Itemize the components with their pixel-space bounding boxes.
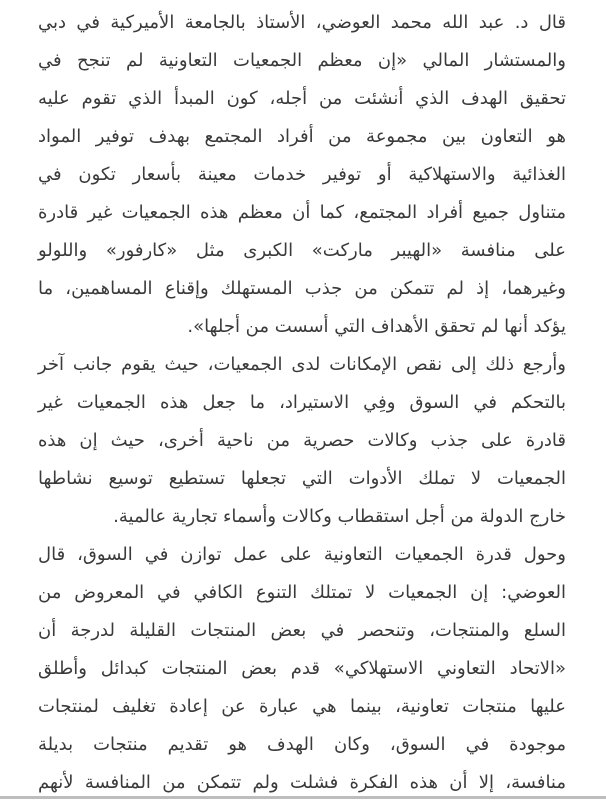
paragraph-1: [38, 4, 566, 346]
paragraph-3: [38, 536, 566, 802]
text-line: عليها منتجات تعاونية، بينما هي عبارة عن إعادة تغليف لمنتجات: [38, 696, 566, 717]
text-line: تحقيق الهدف الذي أنشئت من أجله، كون المبدأ الذي تقوم عليه: [38, 88, 566, 109]
text-line: قال د. عبد الله محمد العوضي، الأستاذ بالجامعة الأميركية في دبي: [38, 12, 566, 33]
text-line: هو التعاون بين مجموعة من أفراد المجتمع بهدف توفير المواد: [38, 126, 566, 147]
text-line: الغذائية والاستهلاكية أو توفير خدمات معينة بأسعار تكون في: [38, 164, 566, 185]
paragraph-2: [38, 346, 566, 536]
text-line: بالتحكم في السوق وفِي الاستيراد، ما جعل هذه الجمعيات غير: [38, 392, 566, 413]
text-line: العوضي: إن الجمعيات لا تمتلك التنوع الكافي في المعروض من: [38, 582, 566, 603]
text-line: منافسة، إلا أن هذه الفكرة فشلت ولم تتمكن من المنافسة لأنهم: [38, 772, 566, 793]
text-line: وحول قدرة الجمعيات التعاونية على عمل توازن في السوق، قال: [38, 544, 566, 565]
text-line: على منافسة «الهيبر ماركت» الكبرى مثل «كارفور» واللولو: [38, 240, 566, 261]
text-line: وأرجع ذلك إلى نقص الإمكانات لدى الجمعيات، حيث يقوم جانب آخر: [38, 354, 566, 375]
text-line: الجمعيات لا تملك الأدوات التي تجعلها تستطيع توسيع نشاطها: [38, 468, 566, 489]
text-line: قادرة على جذب وكالات حصرية من ناحية أخرى، حيث إن هذه: [38, 430, 566, 451]
text-line: «الاتحاد التعاوني الاستهلاكي» قدم بعض المنتجات كبدائل وأطلق: [38, 658, 566, 679]
text-line: السلع والمنتجات، وتنحصر في بعض المنتجات القليلة لدرجة أن: [38, 620, 566, 641]
text-line: موجودة في السوق، وكان الهدف هو تقديم منتجات بديلة: [38, 734, 566, 755]
text-line: والمستشار المالي «إن معظم الجمعيات التعاونية لم تنجح في: [38, 50, 566, 71]
article-body: [38, 4, 566, 802]
text-line: خارج الدولة من أجل استقطاب وكالات وأسماء تجارية عالمية.: [113, 506, 566, 527]
text-line: يؤكد أنها لم تحقق الأهداف التي أسست من أجلها».: [187, 316, 566, 337]
text-line: وغيرهما، إذ لم تتمكن من جذب المستهلك وإقناع المساهمين، ما: [38, 278, 566, 299]
text-line: متناول جميع أفراد المجتمع، كما أن معظم هذه الجمعيات غير قادرة: [38, 202, 566, 223]
